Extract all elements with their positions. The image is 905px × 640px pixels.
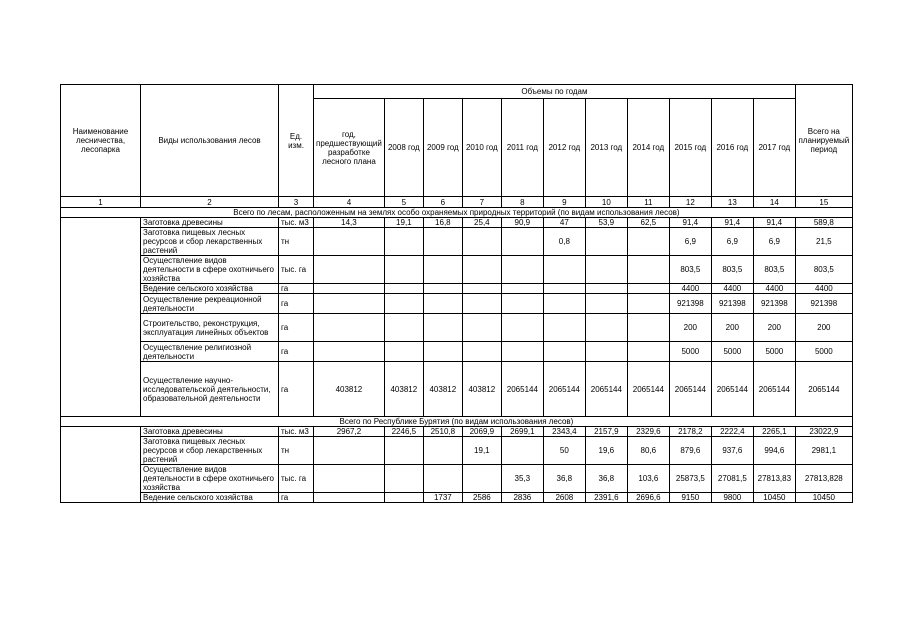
header-year: 2008 год	[384, 99, 423, 197]
value-cell	[543, 256, 585, 284]
column-number: 7	[462, 197, 501, 208]
value-cell: 2065144	[543, 362, 585, 417]
unit-cell: тыс. м3	[279, 427, 314, 437]
value-cell	[314, 228, 385, 256]
column-number: 10	[585, 197, 627, 208]
usage-name: Осуществление видов деятельности в сфере охотничьего хозяйства	[141, 465, 279, 493]
value-cell: 2586	[462, 493, 501, 503]
value-cell: 5000	[711, 342, 753, 362]
value-cell	[384, 284, 423, 294]
column-number: 14	[753, 197, 795, 208]
value-cell	[423, 228, 462, 256]
value-cell: 2608	[543, 493, 585, 503]
value-cell: 2157,9	[585, 427, 627, 437]
value-cell	[384, 256, 423, 284]
value-cell: 879,6	[669, 437, 711, 465]
column-number: 4	[314, 197, 385, 208]
table-row	[61, 427, 853, 437]
value-cell	[384, 228, 423, 256]
value-cell: 2265,1	[753, 427, 795, 437]
header-year: 2017 год	[753, 99, 795, 197]
unit-cell: га	[279, 314, 314, 342]
header-volumes-by-year: Объемы по годам	[314, 85, 796, 99]
header-year: 2014 год	[627, 99, 669, 197]
forestry-cell	[61, 427, 141, 503]
value-cell	[462, 228, 501, 256]
value-cell: 4400	[669, 284, 711, 294]
table-row	[61, 294, 853, 314]
column-number: 1	[61, 197, 141, 208]
value-cell: 53,9	[585, 218, 627, 228]
header-total-period: Всего на планируемый период	[795, 85, 852, 197]
header-year: 2011 год	[501, 99, 543, 197]
value-cell	[462, 284, 501, 294]
value-cell: 2065144	[585, 362, 627, 417]
value-cell: 27081,5	[711, 465, 753, 493]
header-prior-year: год, предшествующий разработке лесного плана	[314, 99, 385, 197]
unit-cell: га	[279, 362, 314, 417]
section-title: Всего по Республике Бурятия (по видам использования лесов)	[61, 417, 853, 427]
value-cell: 19,6	[585, 437, 627, 465]
value-cell	[314, 493, 385, 503]
value-cell: 921398	[711, 294, 753, 314]
value-cell	[501, 284, 543, 294]
value-cell: 921398	[795, 294, 852, 314]
value-cell: 16,8	[423, 218, 462, 228]
value-cell	[314, 314, 385, 342]
header-year: 2012 год	[543, 99, 585, 197]
value-cell: 6,9	[753, 228, 795, 256]
value-cell	[384, 493, 423, 503]
header-year: 2010 год	[462, 99, 501, 197]
value-cell	[314, 284, 385, 294]
unit-cell: га	[279, 342, 314, 362]
value-cell	[462, 256, 501, 284]
value-cell	[462, 342, 501, 362]
value-cell: 23022,9	[795, 427, 852, 437]
value-cell: 2246,5	[384, 427, 423, 437]
value-cell	[585, 342, 627, 362]
value-cell	[384, 437, 423, 465]
value-cell	[314, 437, 385, 465]
value-cell	[423, 294, 462, 314]
value-cell: 35,3	[501, 465, 543, 493]
value-cell: 994,6	[753, 437, 795, 465]
unit-cell: тн	[279, 228, 314, 256]
unit-cell: тн	[279, 437, 314, 465]
value-cell: 25873,5	[669, 465, 711, 493]
usage-name: Осуществление видов деятельности в сфере охотничьего хозяйства	[141, 256, 279, 284]
table-row	[61, 342, 853, 362]
value-cell: 5000	[669, 342, 711, 362]
value-cell	[585, 314, 627, 342]
value-cell	[501, 437, 543, 465]
value-cell	[543, 294, 585, 314]
value-cell: 2391,6	[585, 493, 627, 503]
table-row	[61, 362, 853, 417]
value-cell: 25,4	[462, 218, 501, 228]
value-cell: 200	[753, 314, 795, 342]
value-cell: 50	[543, 437, 585, 465]
value-cell	[423, 314, 462, 342]
table-row	[61, 256, 853, 284]
value-cell: 47	[543, 218, 585, 228]
unit-cell: га	[279, 493, 314, 503]
value-cell: 2836	[501, 493, 543, 503]
value-cell: 803,5	[669, 256, 711, 284]
value-cell: 2967,2	[314, 427, 385, 437]
table-row	[61, 228, 853, 256]
value-cell	[384, 342, 423, 362]
value-cell: 4400	[753, 284, 795, 294]
value-cell	[585, 228, 627, 256]
value-cell: 6,9	[711, 228, 753, 256]
unit-cell: тыс. га	[279, 465, 314, 493]
value-cell	[384, 294, 423, 314]
table-row	[61, 437, 853, 465]
value-cell: 200	[795, 314, 852, 342]
value-cell: 2699,1	[501, 427, 543, 437]
value-cell	[314, 342, 385, 362]
value-cell	[585, 256, 627, 284]
value-cell: 5000	[753, 342, 795, 362]
value-cell: 803,5	[753, 256, 795, 284]
value-cell: 803,5	[711, 256, 753, 284]
unit-cell: тыс. м3	[279, 218, 314, 228]
value-cell: 4400	[795, 284, 852, 294]
header-usage-types: Виды использования лесов	[141, 85, 279, 197]
value-cell	[543, 314, 585, 342]
value-cell	[501, 228, 543, 256]
section-title: Всего по лесам, расположенным на землях особо охраняемых природных территорий (по видам использования лесов)	[61, 208, 853, 218]
value-cell: 2065144	[711, 362, 753, 417]
value-cell	[314, 256, 385, 284]
usage-name: Ведение сельского хозяйства	[141, 493, 279, 503]
value-cell	[627, 228, 669, 256]
usage-name: Строительство, реконструкция, эксплуатация линейных объектов	[141, 314, 279, 342]
value-cell	[627, 314, 669, 342]
column-number: 11	[627, 197, 669, 208]
value-cell: 62,5	[627, 218, 669, 228]
value-cell: 2065144	[795, 362, 852, 417]
value-cell: 2178,2	[669, 427, 711, 437]
value-cell	[501, 342, 543, 362]
value-cell: 103,6	[627, 465, 669, 493]
value-cell: 921398	[753, 294, 795, 314]
value-cell: 589,8	[795, 218, 852, 228]
table-row	[61, 493, 853, 503]
forestry-cell	[61, 218, 141, 417]
value-cell: 403812	[423, 362, 462, 417]
value-cell	[585, 294, 627, 314]
header-year: 2013 год	[585, 99, 627, 197]
unit-cell: га	[279, 284, 314, 294]
value-cell: 2065144	[669, 362, 711, 417]
table-row	[61, 218, 853, 228]
unit-cell: тыс. га	[279, 256, 314, 284]
table-row	[61, 314, 853, 342]
value-cell	[314, 465, 385, 493]
forest-usage-table	[60, 84, 853, 503]
value-cell: 91,4	[669, 218, 711, 228]
value-cell: 9150	[669, 493, 711, 503]
value-cell: 2343,4	[543, 427, 585, 437]
value-cell: 2510,8	[423, 427, 462, 437]
value-cell: 4400	[711, 284, 753, 294]
usage-name: Заготовка древесины	[141, 427, 279, 437]
value-cell: 19,1	[462, 437, 501, 465]
value-cell: 80,6	[627, 437, 669, 465]
value-cell: 2065144	[627, 362, 669, 417]
value-cell	[462, 314, 501, 342]
value-cell: 27813,828	[795, 465, 852, 493]
value-cell: 2329,6	[627, 427, 669, 437]
value-cell	[627, 342, 669, 362]
value-cell	[627, 294, 669, 314]
usage-name: Осуществление религиозной деятельности	[141, 342, 279, 362]
column-number: 9	[543, 197, 585, 208]
column-number: 15	[795, 197, 852, 208]
value-cell: 2065144	[501, 362, 543, 417]
value-cell: 91,4	[753, 218, 795, 228]
value-cell: 19,1	[384, 218, 423, 228]
usage-name: Осуществление рекреационной деятельности	[141, 294, 279, 314]
usage-name: Заготовка древесины	[141, 218, 279, 228]
value-cell: 2981,1	[795, 437, 852, 465]
value-cell: 5000	[795, 342, 852, 362]
unit-cell: га	[279, 294, 314, 314]
value-cell	[501, 256, 543, 284]
value-cell	[423, 465, 462, 493]
value-cell: 36,8	[543, 465, 585, 493]
column-number: 3	[279, 197, 314, 208]
value-cell	[543, 342, 585, 362]
value-cell: 10450	[795, 493, 852, 503]
value-cell: 1737	[423, 493, 462, 503]
value-cell: 91,4	[711, 218, 753, 228]
usage-name: Осуществление научно-исследовательской деятельности, образовательной деятельности	[141, 362, 279, 417]
value-cell: 21,5	[795, 228, 852, 256]
column-number: 6	[423, 197, 462, 208]
value-cell	[585, 284, 627, 294]
value-cell	[627, 284, 669, 294]
column-number: 8	[501, 197, 543, 208]
header-year: 2015 год	[669, 99, 711, 197]
value-cell: 2065144	[753, 362, 795, 417]
value-cell: 90,9	[501, 218, 543, 228]
value-cell: 6,9	[669, 228, 711, 256]
usage-name: Заготовка пищевых лесных ресурсов и сбор лекарственных растений	[141, 228, 279, 256]
value-cell	[462, 465, 501, 493]
column-number: 5	[384, 197, 423, 208]
header-forestry: Наименование лесничества, лесопарка	[61, 85, 141, 197]
value-cell	[384, 314, 423, 342]
value-cell: 9800	[711, 493, 753, 503]
value-cell	[423, 284, 462, 294]
value-cell	[462, 294, 501, 314]
value-cell: 200	[669, 314, 711, 342]
value-cell	[384, 465, 423, 493]
header-year: 2016 год	[711, 99, 753, 197]
value-cell: 937,6	[711, 437, 753, 465]
value-cell	[423, 256, 462, 284]
value-cell	[423, 342, 462, 362]
usage-name: Ведение сельского хозяйства	[141, 284, 279, 294]
header-unit: Ед. изм.	[279, 85, 314, 197]
value-cell	[423, 437, 462, 465]
value-cell	[501, 294, 543, 314]
value-cell	[627, 256, 669, 284]
value-cell	[501, 314, 543, 342]
table-row	[61, 284, 853, 294]
value-cell: 0,8	[543, 228, 585, 256]
usage-name: Заготовка пищевых лесных ресурсов и сбор лекарственных растений	[141, 437, 279, 465]
value-cell: 10450	[753, 493, 795, 503]
column-number: 2	[141, 197, 279, 208]
value-cell: 2222,4	[711, 427, 753, 437]
value-cell: 403812	[314, 362, 385, 417]
value-cell: 2069,9	[462, 427, 501, 437]
value-cell: 403812	[384, 362, 423, 417]
value-cell	[314, 294, 385, 314]
table-row	[61, 465, 853, 493]
value-cell: 403812	[462, 362, 501, 417]
value-cell: 27813,83	[753, 465, 795, 493]
column-number: 12	[669, 197, 711, 208]
value-cell: 36,8	[585, 465, 627, 493]
value-cell	[543, 284, 585, 294]
value-cell: 2696,6	[627, 493, 669, 503]
value-cell: 803,5	[795, 256, 852, 284]
value-cell: 14,3	[314, 218, 385, 228]
value-cell: 921398	[669, 294, 711, 314]
value-cell: 200	[711, 314, 753, 342]
column-number: 13	[711, 197, 753, 208]
header-year: 2009 год	[423, 99, 462, 197]
